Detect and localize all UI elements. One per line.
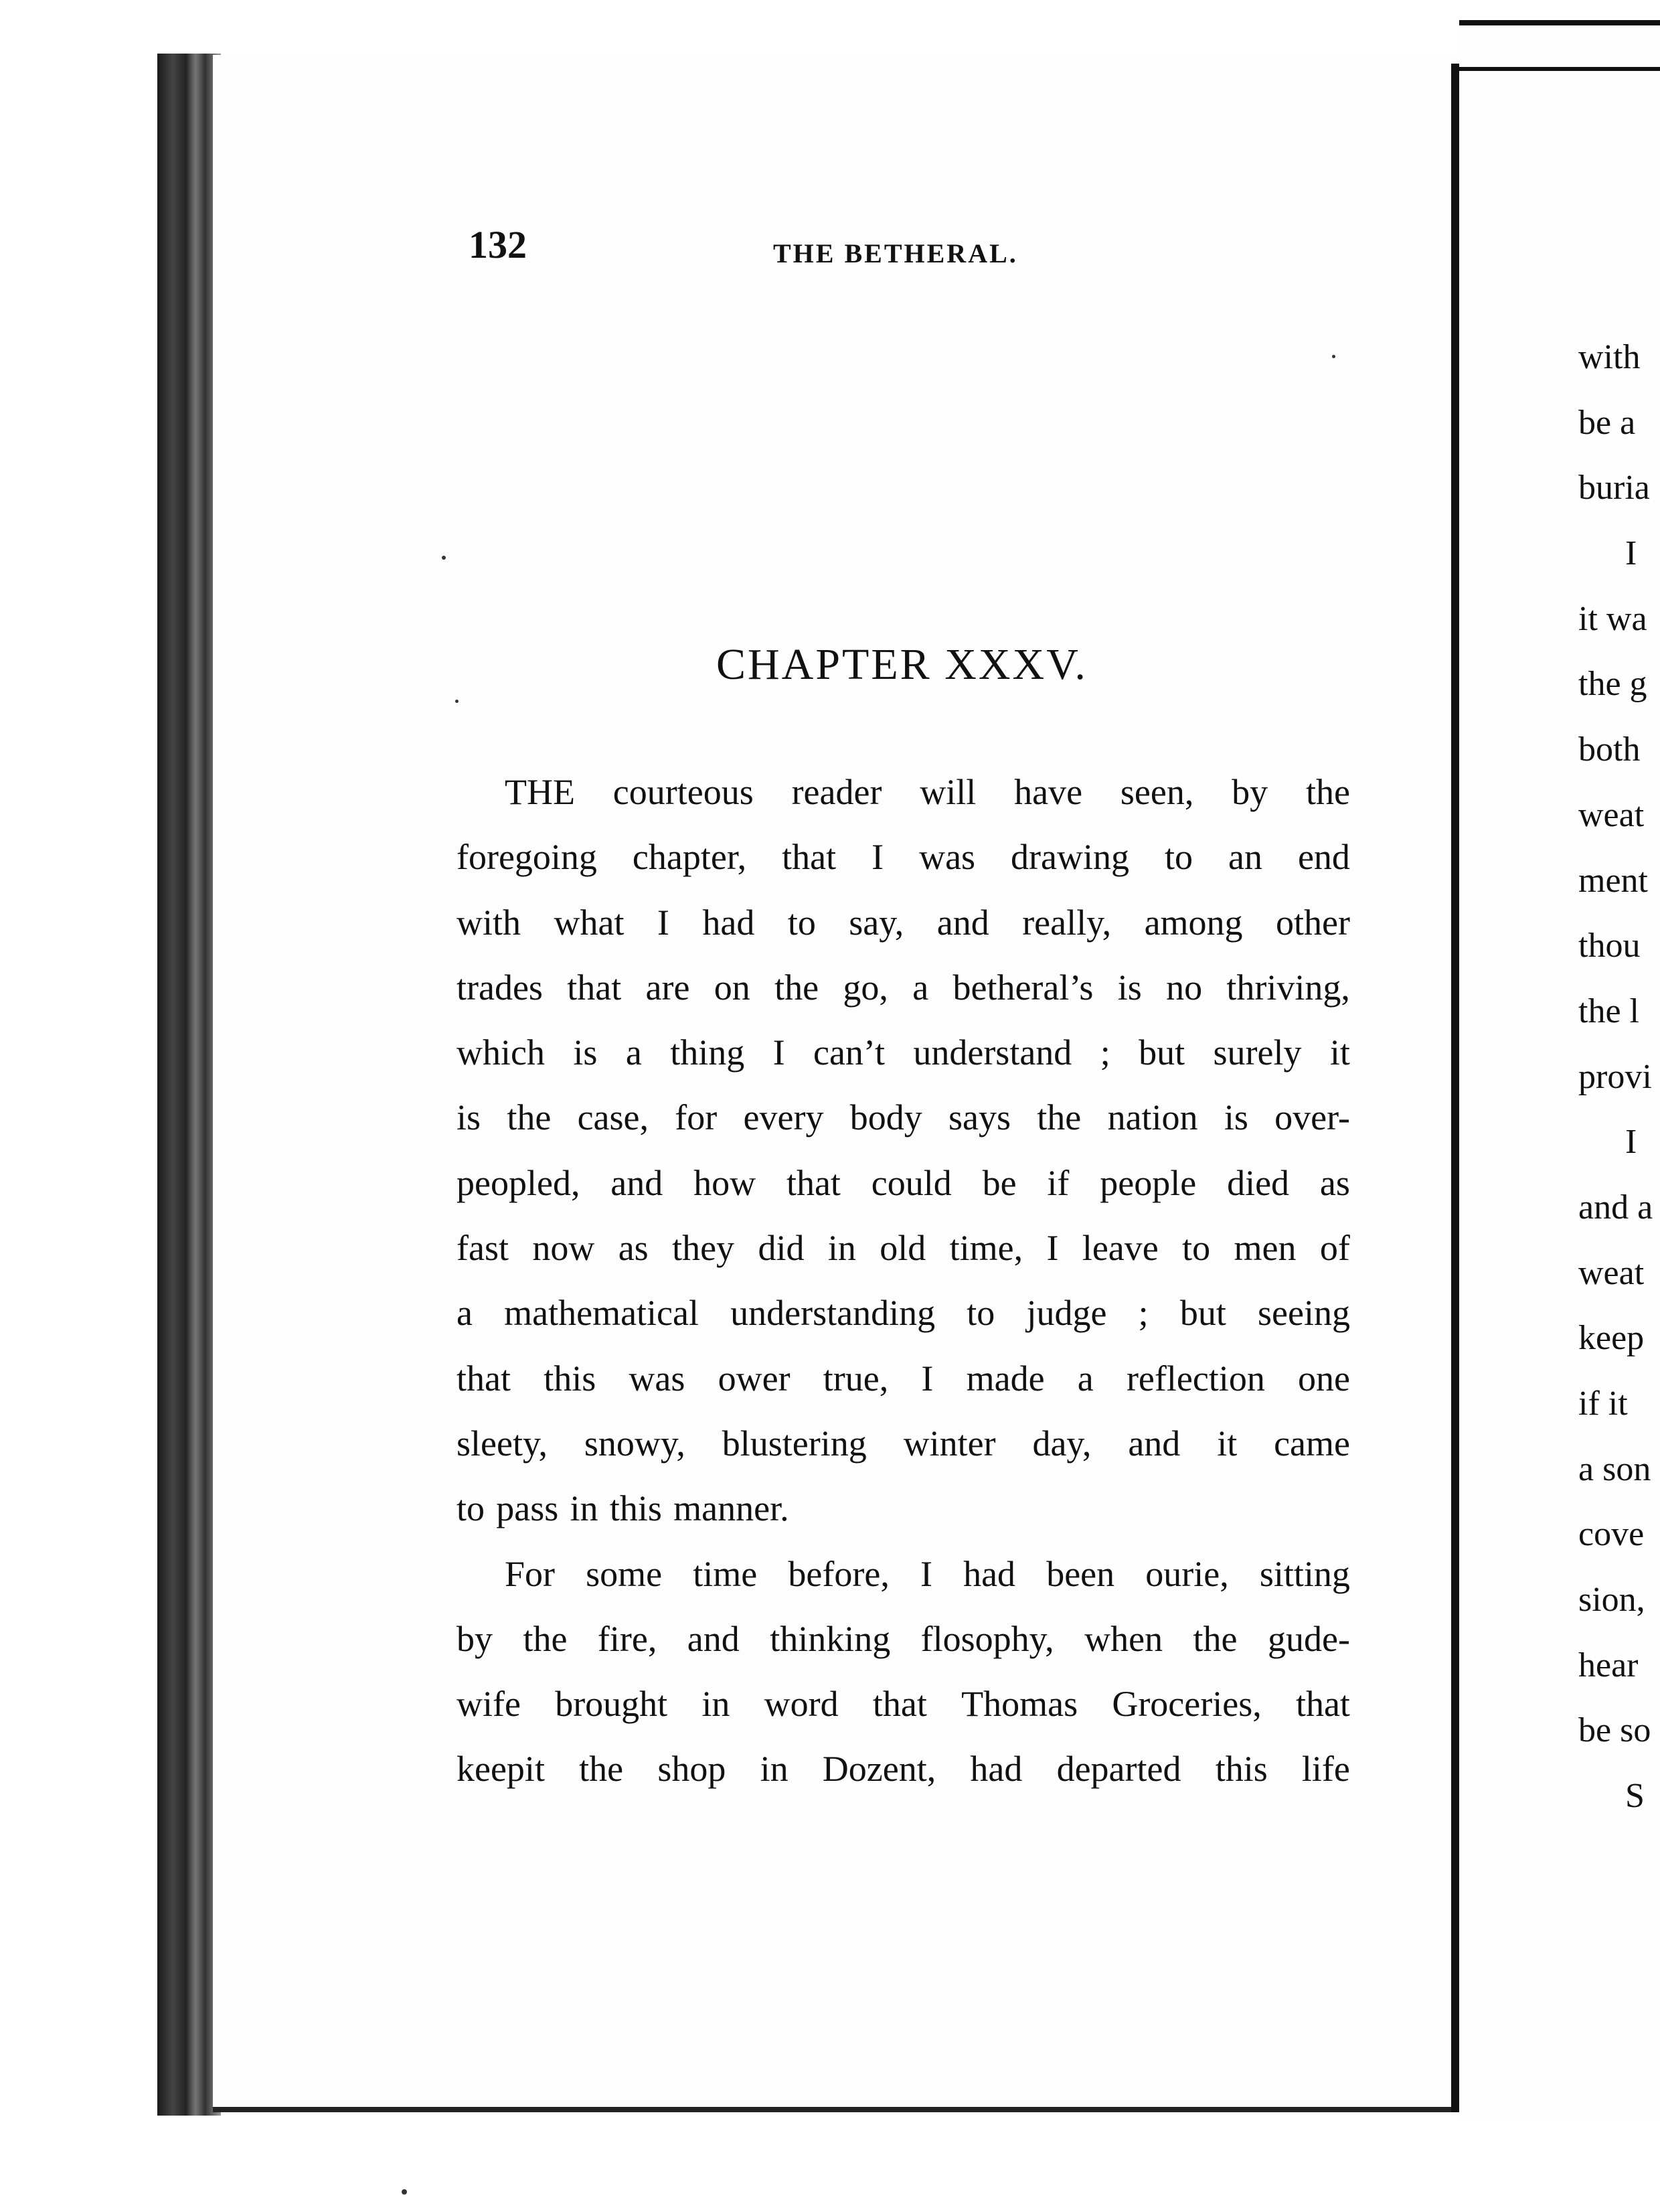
word: pass (496, 1488, 559, 1529)
word: and (936, 902, 989, 943)
word: the (1305, 772, 1350, 812)
word: men (1234, 1228, 1297, 1269)
word: case, (577, 1097, 649, 1138)
word: fire, (597, 1618, 657, 1659)
word: to (1164, 837, 1193, 878)
word: shop (657, 1749, 726, 1790)
right-page-line: ment (1578, 861, 1648, 900)
word: among (1144, 902, 1243, 943)
scan-speck (442, 556, 446, 560)
word: departed (1056, 1749, 1181, 1790)
word: foregoing (456, 837, 597, 878)
word: over- (1274, 1097, 1350, 1138)
word: on (714, 967, 750, 1008)
word: made (966, 1358, 1045, 1399)
right-page-line: I (1625, 1123, 1637, 1162)
word: they (672, 1228, 735, 1269)
word: came (1274, 1423, 1350, 1464)
right-page-line: the g (1578, 665, 1647, 704)
body-line (456, 825, 1350, 890)
word: the (1193, 1618, 1238, 1659)
body-line (456, 1281, 1350, 1346)
word: that (872, 1684, 927, 1725)
word: drawing (1011, 837, 1129, 878)
word: for (675, 1097, 718, 1138)
word: no (1166, 967, 1203, 1008)
word: are (645, 967, 690, 1008)
word: sitting (1259, 1553, 1350, 1594)
right-page-line: it wa (1578, 599, 1647, 638)
word: is (456, 1097, 481, 1138)
word: is (1117, 967, 1142, 1008)
right-page-line: both (1578, 730, 1641, 769)
word: every (743, 1097, 824, 1138)
word: one (1298, 1358, 1350, 1399)
word: sleety, (456, 1423, 548, 1464)
word: surely (1213, 1032, 1302, 1073)
word: but (1179, 1293, 1226, 1334)
word: how (693, 1162, 756, 1203)
word: mathematical (504, 1293, 699, 1334)
word: to (967, 1293, 995, 1334)
word: had (963, 1553, 1016, 1594)
right-page-line: hear (1578, 1646, 1639, 1684)
word: peopled, (456, 1162, 580, 1203)
word: nation (1107, 1097, 1198, 1138)
word: courteous (612, 772, 754, 812)
right-page-line: weat (1578, 1253, 1645, 1292)
word: to (1182, 1228, 1211, 1269)
word: leave (1082, 1228, 1159, 1269)
word: ; (1138, 1293, 1149, 1334)
word: it (1329, 1032, 1350, 1073)
word: the (507, 1097, 552, 1138)
word: I (872, 837, 884, 878)
word: is (573, 1032, 598, 1073)
word: the (1037, 1097, 1082, 1138)
right-page-line: be so (1578, 1711, 1651, 1750)
word: an (1228, 837, 1262, 878)
word: keepit (456, 1749, 545, 1790)
word: I (1046, 1228, 1059, 1269)
page-number: 132 (469, 223, 527, 266)
word: For (505, 1553, 556, 1594)
word: before, (788, 1553, 890, 1594)
word: reader (791, 772, 882, 812)
word: of (1319, 1228, 1350, 1269)
body-line (456, 1151, 1350, 1216)
word: day, (1032, 1423, 1092, 1464)
word: and (687, 1618, 740, 1659)
word: can’t (813, 1032, 885, 1073)
word: is (1224, 1097, 1248, 1138)
word: thinking (770, 1618, 891, 1659)
body-line (456, 1542, 1350, 1607)
chapter-title: CHAPTER XXXV. (716, 640, 1088, 689)
right-page-line: be a (1578, 403, 1636, 442)
word: judge (1026, 1293, 1107, 1334)
body-line (456, 1607, 1350, 1672)
word: I (772, 1032, 785, 1073)
word: the (774, 967, 819, 1008)
word: have (1014, 772, 1083, 812)
word: that (456, 1358, 511, 1399)
right-page-top-edge (1459, 27, 1660, 71)
word: wife (456, 1684, 521, 1725)
word: and (1128, 1423, 1181, 1464)
word: snowy, (584, 1423, 685, 1464)
word: gude- (1267, 1618, 1350, 1659)
body-line (456, 1411, 1350, 1476)
word: was (629, 1358, 685, 1399)
running-head: THE BETHERAL. (773, 238, 1018, 268)
word: the (579, 1749, 624, 1790)
page-fold-shadow (1451, 64, 1459, 2112)
word: people (1100, 1162, 1197, 1203)
word: brought (555, 1684, 668, 1725)
word: which (456, 1032, 545, 1073)
body-line (456, 955, 1350, 1020)
right-page-line: cove (1578, 1515, 1645, 1554)
book-binding-edge (157, 54, 221, 2116)
right-page-line: keep (1578, 1319, 1645, 1358)
word: understanding (730, 1293, 936, 1334)
word: by (1232, 772, 1268, 812)
word: had (970, 1749, 1023, 1790)
right-page-line: if it (1578, 1385, 1628, 1423)
word: will (920, 772, 977, 812)
body-line (456, 1672, 1350, 1737)
word: I (920, 1553, 932, 1594)
word: a (1077, 1358, 1094, 1399)
right-page-line: the l (1578, 992, 1639, 1030)
word: old (880, 1228, 926, 1269)
scan-speck (455, 700, 459, 703)
word: THE (505, 772, 575, 812)
word: in (570, 1488, 598, 1529)
word: fast (456, 1228, 509, 1269)
word: ower (718, 1358, 791, 1399)
word: could (871, 1162, 952, 1203)
body-line (456, 1216, 1350, 1281)
right-page-text-fragments (1578, 325, 1660, 1829)
word: and (610, 1162, 663, 1203)
word: thriving, (1226, 967, 1350, 1008)
right-page-line: with (1578, 338, 1641, 376)
word: word (764, 1684, 839, 1725)
word: if (1047, 1162, 1070, 1203)
right-page-line: a son (1578, 1449, 1651, 1488)
word: seen, (1120, 772, 1194, 812)
word: end (1297, 837, 1350, 878)
word: be (982, 1162, 1017, 1203)
word: really, (1022, 902, 1112, 943)
word: it (1217, 1423, 1238, 1464)
body-line (456, 890, 1350, 955)
word: time (693, 1553, 758, 1594)
body-line (456, 1346, 1350, 1411)
word: says (948, 1097, 1011, 1138)
word: manner. (673, 1488, 789, 1529)
word: Thomas (961, 1684, 1078, 1725)
word: chapter, (632, 837, 747, 878)
word: died (1227, 1162, 1290, 1203)
word: that (786, 1162, 841, 1203)
word: a (912, 967, 929, 1008)
word: trades (456, 967, 543, 1008)
word: ourie, (1145, 1553, 1229, 1594)
word: other (1276, 902, 1350, 943)
body-line (456, 1476, 1350, 1541)
word: I (921, 1358, 934, 1399)
word: this (1215, 1749, 1268, 1790)
word: ; (1100, 1032, 1110, 1073)
body-line (456, 1737, 1350, 1802)
word: body (849, 1097, 922, 1138)
word: to (787, 902, 816, 943)
word: true, (823, 1358, 889, 1399)
word: with (456, 902, 521, 943)
word: as (618, 1228, 649, 1269)
body-text (456, 760, 1350, 1802)
scan-speck (402, 2189, 407, 2195)
word: was (919, 837, 976, 878)
word: this (609, 1488, 662, 1529)
word: had (702, 902, 755, 943)
word: reflection (1126, 1358, 1265, 1399)
word: that (782, 837, 837, 878)
right-page-line: thou (1578, 927, 1641, 965)
word: in (827, 1228, 856, 1269)
word: understand (913, 1032, 1072, 1073)
word: some (586, 1553, 663, 1594)
word: to (456, 1488, 485, 1529)
right-page-line: weat (1578, 795, 1645, 834)
word: the (523, 1618, 568, 1659)
word: a (456, 1293, 473, 1334)
body-line (456, 1020, 1350, 1085)
word: thing (670, 1032, 745, 1073)
word: winter (903, 1423, 996, 1464)
right-page-line: S (1625, 1777, 1645, 1816)
word: go, (843, 967, 888, 1008)
right-page-line: I (1625, 534, 1637, 573)
word: that (567, 967, 622, 1008)
word: that (1295, 1684, 1350, 1725)
word: seeing (1258, 1293, 1350, 1334)
word: time, (949, 1228, 1023, 1269)
word: now (532, 1228, 595, 1269)
word: did (758, 1228, 805, 1269)
word: blustering (722, 1423, 867, 1464)
word: say, (849, 902, 904, 943)
word: flosophy, (920, 1618, 1054, 1659)
body-line (456, 760, 1350, 825)
scan-speck (1332, 355, 1335, 358)
word: I (657, 902, 669, 943)
right-page-line: and a (1578, 1188, 1653, 1227)
word: this (544, 1358, 596, 1399)
word: life (1301, 1749, 1350, 1790)
word: in (760, 1749, 788, 1790)
word: what (554, 902, 625, 943)
word: in (701, 1684, 730, 1725)
word: but (1139, 1032, 1185, 1073)
word: betheral’s (952, 967, 1094, 1008)
word: Dozent, (822, 1749, 936, 1790)
word: a (625, 1032, 642, 1073)
right-page-line: provi (1578, 1057, 1652, 1096)
word: as (1319, 1162, 1350, 1203)
body-line (456, 1085, 1350, 1150)
right-page-line: sion, (1578, 1581, 1645, 1620)
word: when (1084, 1618, 1163, 1659)
right-page-line: buria (1578, 469, 1650, 507)
word: Groceries, (1112, 1684, 1262, 1725)
word: been (1046, 1553, 1115, 1594)
word: by (456, 1618, 493, 1659)
